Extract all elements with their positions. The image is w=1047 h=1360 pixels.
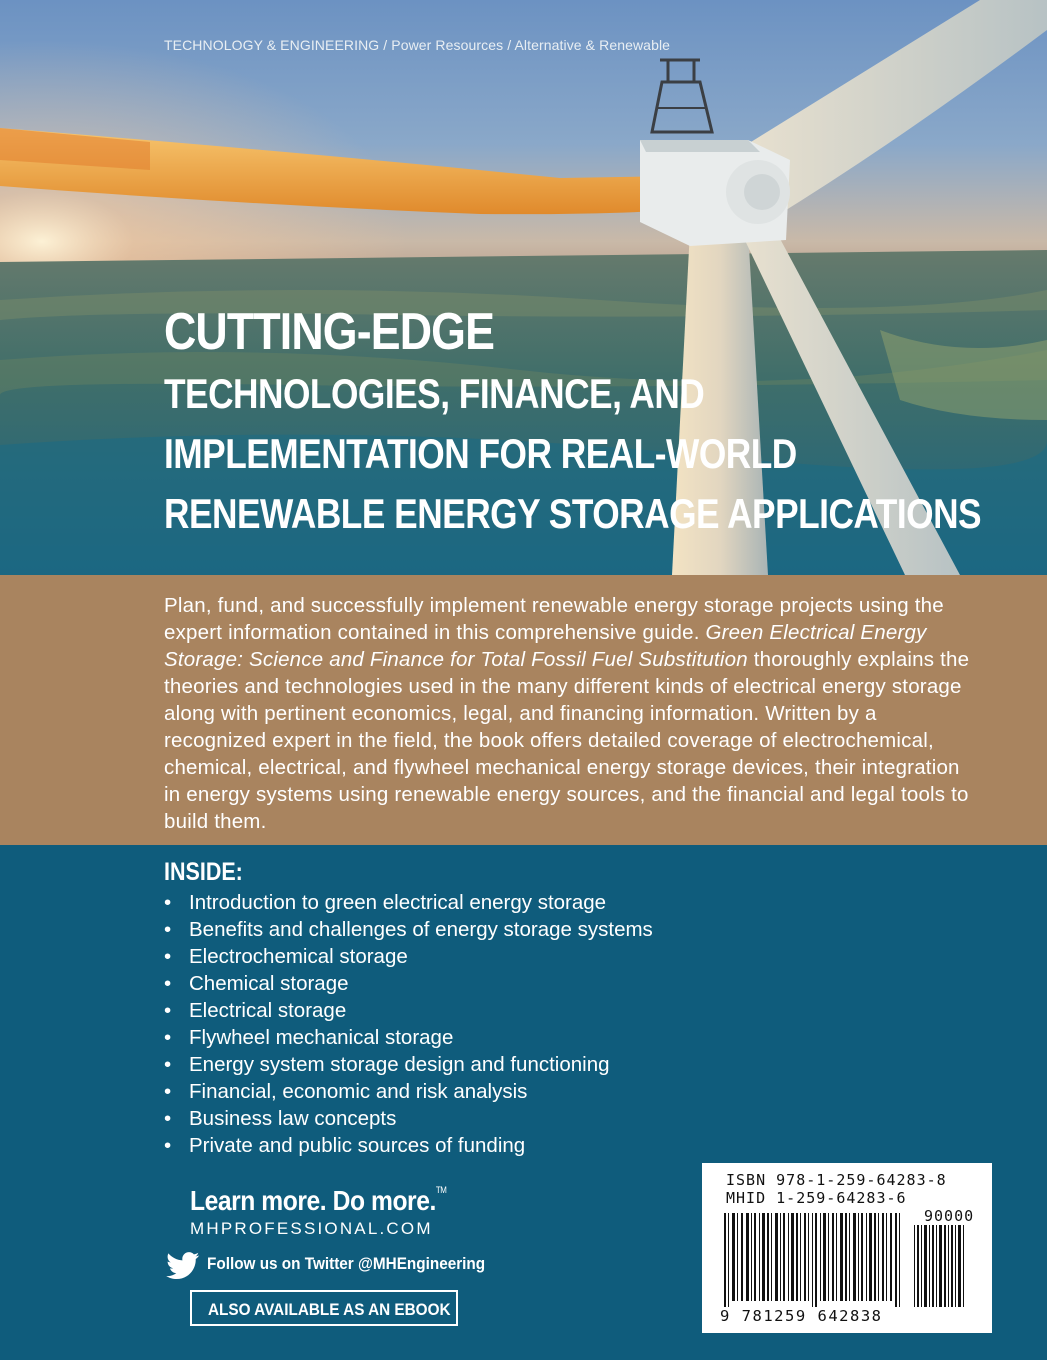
list-item: • Energy system storage design and functioning <box>164 1051 653 1078</box>
list-item: • Electrochemical storage <box>164 943 653 970</box>
barcode-panel <box>702 1163 992 1333</box>
price-code: 90000 <box>924 1207 975 1225</box>
headline-line-2: TECHNOLOGIES, FINANCE, AND <box>164 370 705 417</box>
barcode-icon <box>720 1211 980 1307</box>
twitter-icon[interactable] <box>166 1252 200 1280</box>
list-item: • Business law concepts <box>164 1105 653 1132</box>
inside-heading: INSIDE: <box>164 858 243 886</box>
twitter-follow[interactable]: Follow us on Twitter @MHEngineering <box>207 1254 486 1273</box>
headline-line-4: RENEWABLE ENERGY STORAGE APPLICATIONS <box>164 490 982 537</box>
headline-line-1: CUTTING-EDGE <box>164 303 495 361</box>
website-link[interactable]: MHPROFESSIONAL.COM <box>190 1219 433 1238</box>
barcode-digits: 9 781259 642838 <box>720 1307 883 1325</box>
list-item: • Financial, economic and risk analysis <box>164 1078 653 1105</box>
isbn-text: ISBN 978-1-259-64283-8 <box>726 1171 947 1189</box>
mhid-text: MHID 1-259-64283-6 <box>726 1189 907 1207</box>
book-title: Green Electrical Energy Storage: Science and Finance for Total Fossil Fuel Substitution <box>164 621 927 671</box>
list-item: • Flywheel mechanical storage <box>164 1024 653 1051</box>
headline-line-3: IMPLEMENTATION FOR REAL-WORLD <box>164 430 797 477</box>
trademark: TM <box>435 1185 447 1195</box>
list-item: • Private and public sources of funding <box>164 1132 653 1159</box>
description-text <box>164 592 974 835</box>
headline <box>164 300 1047 544</box>
ebook-label: ALSO AVAILABLE AS AN EBOOK <box>208 1300 451 1319</box>
list-item: • Benefits and challenges of energy storage systems <box>164 916 653 943</box>
category-label: TECHNOLOGY & ENGINEERING / Power Resources / Alternative & Renewable <box>164 37 671 53</box>
description-body: thoroughly explains the theories and technologies used in the many different kinds of electrical energy storage along with pertinent economics, legal, and financing information. Written by a recognized expert in the field, the book offers detailed coverage of electrochemical, chemical, electrical, and flywheel mechanical energy storage devices, their integration in energy systems using renewable energy sources, and the financial and legal tools to build them. <box>164 648 970 833</box>
list-item: • Electrical storage <box>164 997 653 1024</box>
description-intro: Plan, fund, and successfully implement renewable energy storage projects using the expert information contained in this comprehensive guide. <box>164 594 944 644</box>
inside-list <box>164 889 653 1159</box>
list-item: • Chemical storage <box>164 970 653 997</box>
tagline <box>190 1185 446 1217</box>
tagline-text: Learn more. Do more. <box>190 1185 436 1216</box>
list-item: • Introduction to green electrical energy storage <box>164 889 653 916</box>
ebook-badge <box>190 1290 458 1326</box>
